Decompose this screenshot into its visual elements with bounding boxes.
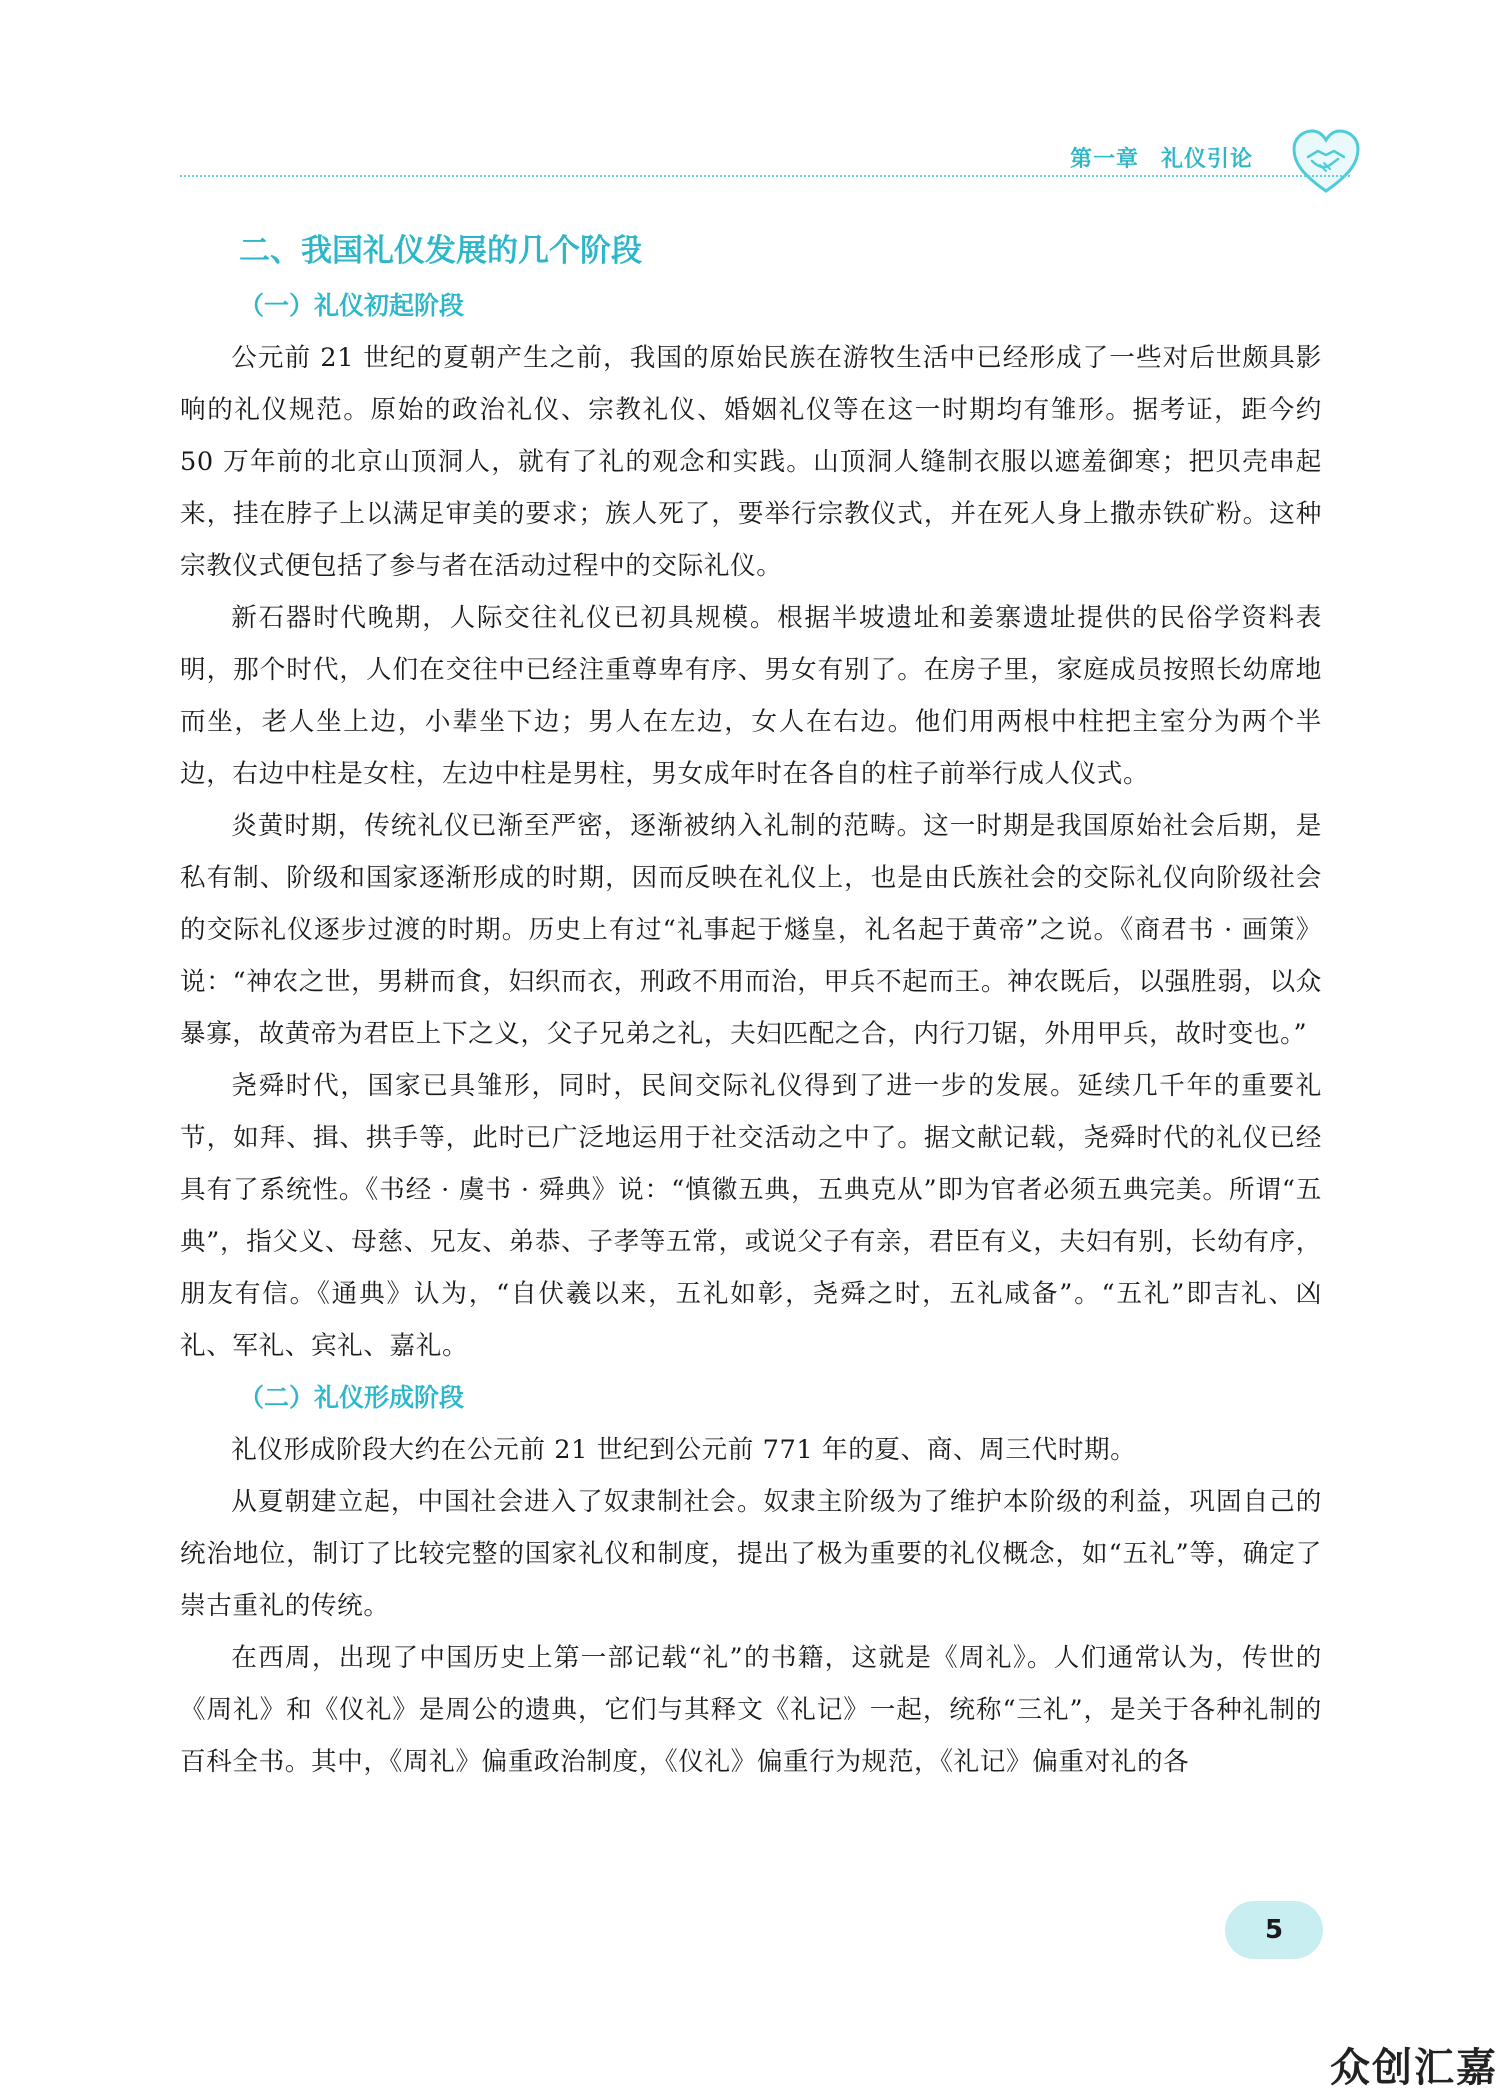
running-header: [1070, 142, 1253, 173]
section-title: 二、我国礼仪发展的几个阶段: [239, 233, 642, 269]
header-divider: [180, 175, 1350, 177]
watermark-logo: 众创汇嘉: [1330, 2045, 1498, 2091]
heart-handshake-icon: [1290, 127, 1362, 197]
chapter-title: 礼仪引论: [1161, 147, 1254, 172]
main-content: [180, 210, 1322, 1788]
paragraph: 新石器时代晚期，人际交往礼仪已初具规模。根据半坡遗址和姜寨遗址提供的民俗学资料表明，那个时代，人们在交往中已经注重尊卑有序、男女有别了。在房子里，家庭成员按照长幼席地而坐，老人坐上边，小辈坐下边；男人在左边，女人在右边。他们用两根中柱把主室分为两个半边，右边中柱是女柱，左边中柱是男柱，男女成年时在各自的柱子前举行成人仪式。: [180, 603, 1322, 789]
paragraph: 公元前 21 世纪的夏朝产生之前，我国的原始民族在游牧生活中已经形成了一些对后世颇具影响的礼仪规范。原始的政治礼仪、宗教礼仪、婚姻礼仪等在这一时期均有雏形。据考证，距今约 50 万年前的北京山顶洞人，就有了礼的观念和实践。山顶洞人缝制衣服以遮羞御寒；把贝壳串起来，挂在脖子上以满足审美的要求；族人死了，要举行宗教仪式，并在死人身上撒赤铁矿粉。这种宗教仪式便包括了参与者在活动过程中的交际礼仪。: [180, 343, 1322, 581]
chapter-number: 第一章: [1070, 147, 1140, 172]
paragraph: 尧舜时代，国家已具雏形，同时，民间交际礼仪得到了进一步的发展。延续几千年的重要礼节，如拜、揖、拱手等，此时已广泛地运用于社交活动之中了。据文献记载，尧舜时代的礼仪已经具有了系统性。《书经 · 虞书 · 舜典》说：“慎徽五典，五典克从”即为官者必须五典完美。所谓“五典”，指父义、母慈、兄友、弟恭、子孝等五常，或说父子有亲，君臣有义，夫妇有别，长幼有序，朋友有信。《通典》认为，“自伏羲以来，五礼如彰，尧舜之时，五礼咸备”。“五礼”即吉礼、凶礼、军礼、宾礼、嘉礼。: [180, 1071, 1322, 1361]
subsection-title-1: （一）礼仪初起阶段: [239, 291, 465, 320]
paragraph: 从夏朝建立起，中国社会进入了奴隶制社会。奴隶主阶级为了维护本阶级的利益，巩固自己的统治地位，制订了比较完整的国家礼仪和制度，提出了极为重要的礼仪概念，如“五礼”等，确定了崇古重礼的传统。: [180, 1487, 1322, 1621]
paragraph: 礼仪形成阶段大约在公元前 21 世纪到公元前 771 年的夏、商、周三代时期。: [231, 1435, 1137, 1465]
page-number: 5: [1225, 1901, 1323, 1959]
subsection-title-2: （二）礼仪形成阶段: [239, 1383, 465, 1412]
paragraph: 炎黄时期，传统礼仪已渐至严密，逐渐被纳入礼制的范畴。这一时期是我国原始社会后期，是私有制、阶级和国家逐渐形成的时期，因而反映在礼仪上，也是由氏族社会的交际礼仪向阶级社会的交际礼仪逐步过渡的时期。历史上有过“礼事起于燧皇，礼名起于黄帝”之说。《商君书 · 画策》说：“神农之世，男耕而食，妇织而衣，刑政不用而治，甲兵不起而王。神农既后，以强胜弱，以众暴寡，故黄帝为君臣上下之义，父子兄弟之礼，夫妇匹配之合，内行刀锯，外用甲兵，故时变也。”: [180, 811, 1322, 1049]
paragraph: 在西周，出现了中国历史上第一部记载“礼”的书籍，这就是《周礼》。人们通常认为，传世的《周礼》和《仪礼》是周公的遗典，它们与其释文《礼记》一起，统称“三礼”，是关于各种礼制的百科全书。其中，《周礼》偏重政治制度，《仪礼》偏重行为规范，《礼记》偏重对礼的各: [180, 1643, 1322, 1777]
